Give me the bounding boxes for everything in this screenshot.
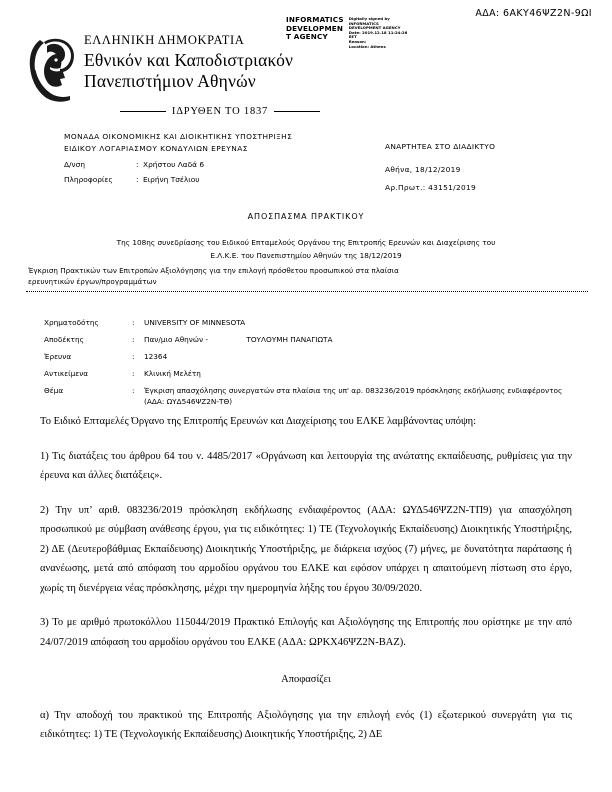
table-row [44, 318, 564, 329]
signature-detail-line-3: DEVELOPMENT AGENCY [348, 25, 401, 31]
subject-line-2: ερευνητικών έργων/προγραμμάτων [28, 277, 157, 286]
signature-detail-line-6: Reason: [348, 38, 367, 44]
signature-detail-line-7: Location: Athens [348, 43, 386, 49]
contact-block [64, 157, 204, 187]
meta-value-recipient-institution: Παν/μιο Αθηνών - [144, 335, 209, 344]
meta-separator-subject: : [132, 386, 135, 395]
meta-value-funder: UNIVERSITY OF MINNESOTA [144, 318, 246, 327]
unit-name-line-1: ΜΟΝΑΔΑ ΟΙΚΟΝΟΜΙΚΗΣ ΚΑΙ ΔΙΟΙΚΗΤΙΚΗΣ ΥΠΟΣΤΗΡΙΞΗΣ [64, 132, 293, 141]
meta-value-objects: Κλινική Μελέτη [144, 369, 201, 378]
body-paragraph-3: 3) Το με αριθμό πρωτοκόλλου 115044/2019 Πρακτικό Επιλογής και Αξιολόγησης της Επιτροπής που ορίστηκε με την από 24/07/2019 απόφαση του αρμοδίου οργάνου του ΕΛΚΕ (ΑΔΑ: ΩΡΚΧ46ΨΖ2Ν-ΒΑΖ). [40, 617, 572, 648]
meta-label-recipient: Αποδέκτης [44, 335, 84, 344]
contact-value-address: Χρήστου Λαδά 6 [143, 160, 205, 169]
unit-name [64, 131, 292, 154]
document-body [40, 412, 572, 760]
meta-separator-recipient: : [132, 335, 135, 344]
table-row [44, 386, 564, 407]
table-row [44, 335, 564, 346]
signature-detail-line-4: Date: 2019.12.18 11:24:26 [348, 29, 408, 35]
signature-agency-line-2: DEVELOPMEN [286, 23, 344, 33]
body-paragraph-2: 2) Την υπ’ αριθ. 083236/2019 πρόσκληση εκδήλωσης ενδιαφέροντος (ΑΔΑ: ΩΥΔ546ΨΖ2Ν-ΤΠ9) για απασχόληση προσωπικού με σύμβαση ανάθεσης έργου, για τις ειδικότητες: 1) ΤΕ (Τεχνολογικής Εκπαίδευσης) Διοικητικής Υποστήριξης, 2) ΔΕ (Δευτεροβάθμιας Εκπαίδευσης) Διοικητικής Υποστήριξης, με διάρκεια ισχύος (7) μήνες, με δυνατότητα παράτασης ή ανανέωσης, μετά από απόφαση του αρμοδίου οργάνου του ΕΛΚΕ και εφόσον υπάρχει η απαιτούμενη πίστωση στο έργο, χωρίς τη διενέργεια νέας πρόσκλησης, μέχρι την ημερομηνία λήξης του έργου 30/09/2020. [40, 504, 572, 594]
subject-line-1: Έγκριση Πρακτικών των Επιτροπών Αξιολόγησης για την επιλογή πρόσθετου προσωπικού στα πλαίσια [28, 266, 399, 275]
meta-value-recipient-person: ΤΟΥΛΟΥΜΗ ΠΑΝΑΓΙΩΤΑ [246, 335, 333, 344]
signature-detail-line-5: EET [348, 34, 357, 40]
signature-agency-line-1: INFORMATICS [286, 15, 344, 24]
ada-code-header: ΑΔΑ: 6ΑΚΥ46ΨΖ2Ν-9ΩΙ [475, 8, 592, 19]
meta-label-funder: Χρηματοδότης [44, 318, 99, 327]
meta-separator-research: : [132, 352, 135, 361]
meta-separator-funder: : [132, 318, 135, 327]
signature-detail-line-2: INFORMATICS [348, 20, 379, 26]
decides-heading: Αποφασίζει [281, 674, 331, 685]
contact-colon-address: : [136, 160, 139, 169]
meta-label-research: Έρευνα [44, 352, 72, 361]
meta-value-subject: Έγκριση απασχόλησης συνεργατών στα πλαίσια της υπ' αρ. 083236/2019 πρόσκλησης εκδήλωσης ενδιαφέροντος (ΑΔΑ: ΩΥΔ546ΨΖ2Ν-ΤΘ) [144, 386, 563, 406]
table-row [44, 352, 564, 363]
meta-separator-objects: : [132, 369, 135, 378]
letterhead-republic: ΕΛΛΗΝΙΚΗ ΔΗΜΟΚΡΑΤΙΑ [84, 33, 245, 47]
letterhead [26, 32, 366, 117]
athena-head-emblem [26, 34, 78, 104]
unit-name-line-2: ΕΙΔΙΚΟΥ ΛΟΓΑΡΙΑΣΜΟΥ ΚΟΝΔΥΛΙΩΝ ΕΡΕΥΝΑΣ [64, 143, 248, 153]
body-paragraph-a: α) Την αποδοχή του πρακτικού της Επιτροπής Αξιολόγησης για την επιλογή ενός (1) εξωτερικού συνεργάτη για τις ειδικότητες: 1) ΤΕ (Τεχνολογικής Εκπαίδευσης) Διοικητικής Υποστήριξης, 2) ΔΕ [40, 709, 572, 740]
contact-colon-info: : [136, 175, 139, 184]
body-paragraph-1: 1) Τις διατάξεις του άρθρου 64 του ν. 4485/2017 «Οργάνωση και λειτουργία της ανώτατης εκπαίδευσης, ρυθμίσεις για την έρευνα και άλλες διατάξεις». [40, 450, 572, 481]
body-intro: Το Ειδικό Επταμελές Όργανο της Επιτροπής Ερευνών και Διαχείρισης του ΕΛΚΕ λαμβάνοντας υπόψη: [40, 416, 476, 427]
contact-row-info [64, 172, 204, 187]
session-line-1: Της 108ης συνεδρίασης του Ειδικού Επταμελούς Οργάνου της Επιτροπής Ερευνών και Διαχείρισης του [116, 238, 496, 247]
meta-label-subject: Θέμα [44, 386, 64, 395]
letterhead-founded-year: ΙΔΡΥΘΕΝ ΤΟ 1837 [70, 106, 370, 117]
contact-label-address: Δ/νση [64, 160, 86, 169]
publication-notice: ΑΝΑΡΤΗΤΕΑ ΣΤΟ ΔΙΑΔΙΚΤΥΟ [385, 142, 496, 151]
subject-heading [28, 265, 588, 287]
metadata-table [44, 318, 564, 414]
letterhead-university-line-1: Εθνικόν και Καποδιστριακόν [84, 50, 294, 70]
contact-row-address [64, 157, 204, 172]
signature-detail-line-1: Digitally signed by [348, 16, 390, 21]
meta-value-research: 12364 [144, 352, 168, 361]
protocol-number: Αρ.Πρωτ.: 43151/2019 [385, 183, 476, 192]
signature-agency-line-3: T AGENCY [286, 32, 328, 42]
contact-label-info: Πληροφορίες [64, 175, 113, 184]
session-line-2: Ε.Λ.Κ.Ε. του Πανεπιστημίου Αθηνών της 18/12/2019 [210, 251, 402, 260]
session-description [56, 236, 556, 262]
city-and-date: Αθήνα, 18/12/2019 [385, 165, 461, 174]
meta-value-recipient [144, 335, 564, 346]
meta-label-objects: Αντικείμενα [44, 369, 89, 378]
page-title: ΑΠΟΣΠΑΣΜΑ ΠΡΑΚΤΙΚΟΥ [247, 212, 365, 221]
contact-value-info: Ειρήνη Τσέλιου [143, 175, 200, 184]
table-row [44, 369, 564, 380]
dotted-divider [26, 291, 588, 292]
right-header-block [385, 142, 495, 201]
letterhead-university-line-2: Πανεπιστήμιον Αθηνών [84, 71, 256, 91]
